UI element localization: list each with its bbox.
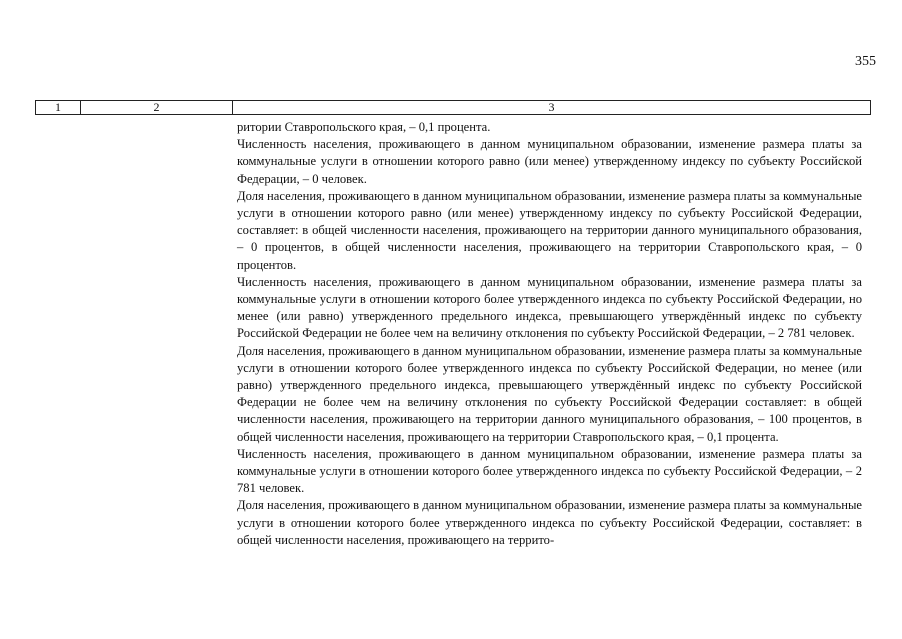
paragraph: Численность населения, проживающего в данном муниципальном образовании, изменение размера платы за коммунальные услуги в отношении которого равно (или менее) утвержденному индексу по субъекту Российской Федерации, – 0 человек. xyxy=(237,137,862,186)
paragraph: Численность населения, проживающего в данном муниципальном образовании, изменение размера платы за коммунальные услуги в отношении которого более утвержденного индекса по субъекту Российской Федерации, – 2 781 человек. xyxy=(237,446,862,496)
document-body xyxy=(237,119,862,549)
page-number: 355 xyxy=(855,54,876,69)
paragraph: Численность населения, проживающего в данном муниципальном образовании, изменение размера платы за коммунальные услуги в отношении которого более утвержденного индекса по субъекту Российской Федерации, но менее (или равно) утвержденного предельного индекса, превышающего утверждённый индекс по субъекту Российской Федерации не более чем на величину отклонения по субъекту Российской Федерации, – 2 781 человек. xyxy=(237,274,862,341)
table-header-row xyxy=(35,100,871,115)
paragraph: Доля населения, проживающего в данном муниципальном образовании, изменение размера платы за коммунальные услуги в отношении которого равно (или менее) утвержденному индексу по субъекту Российской Федерации, составляет: в общей численности населения, проживающего на территории данного муниципального образования, – 0 процентов, в общей численности населения, проживающего на территории Ставропольского края, – 0 процентов. xyxy=(237,188,862,272)
paragraph: Доля населения, проживающего в данном муниципальном образовании, изменение размера платы за коммунальные услуги в отношении которого более утвержденного индекса по субъекту Российской Федерации, составляет: в общей численности населения, проживающего на террито- xyxy=(237,498,862,547)
table-header-col-1: 1 xyxy=(36,101,81,114)
table-header-col-3: 3 xyxy=(548,100,555,114)
paragraph: Доля населения, проживающего в данном муниципальном образовании, изменение размера платы за коммунальные услуги в отношении которого более утвержденного индекса по субъекту Российской Федерации, но менее (или равно) утвержденного предельного индекса, превышающего утверждённый индекс по субъекту Российской Федерации не более чем на величину отклонения по субъекту Российской Федерации составляет: в общей численности населения, проживающего на территории данного муниципального образования, – 100 процентов, в общей численности населения, проживающего на территории Ставропольского края, – 0,1 процента. xyxy=(237,343,862,444)
paragraph: ритории Ставропольского края, – 0,1 процента. xyxy=(237,120,491,134)
table-header-col-2: 2 xyxy=(81,101,233,114)
